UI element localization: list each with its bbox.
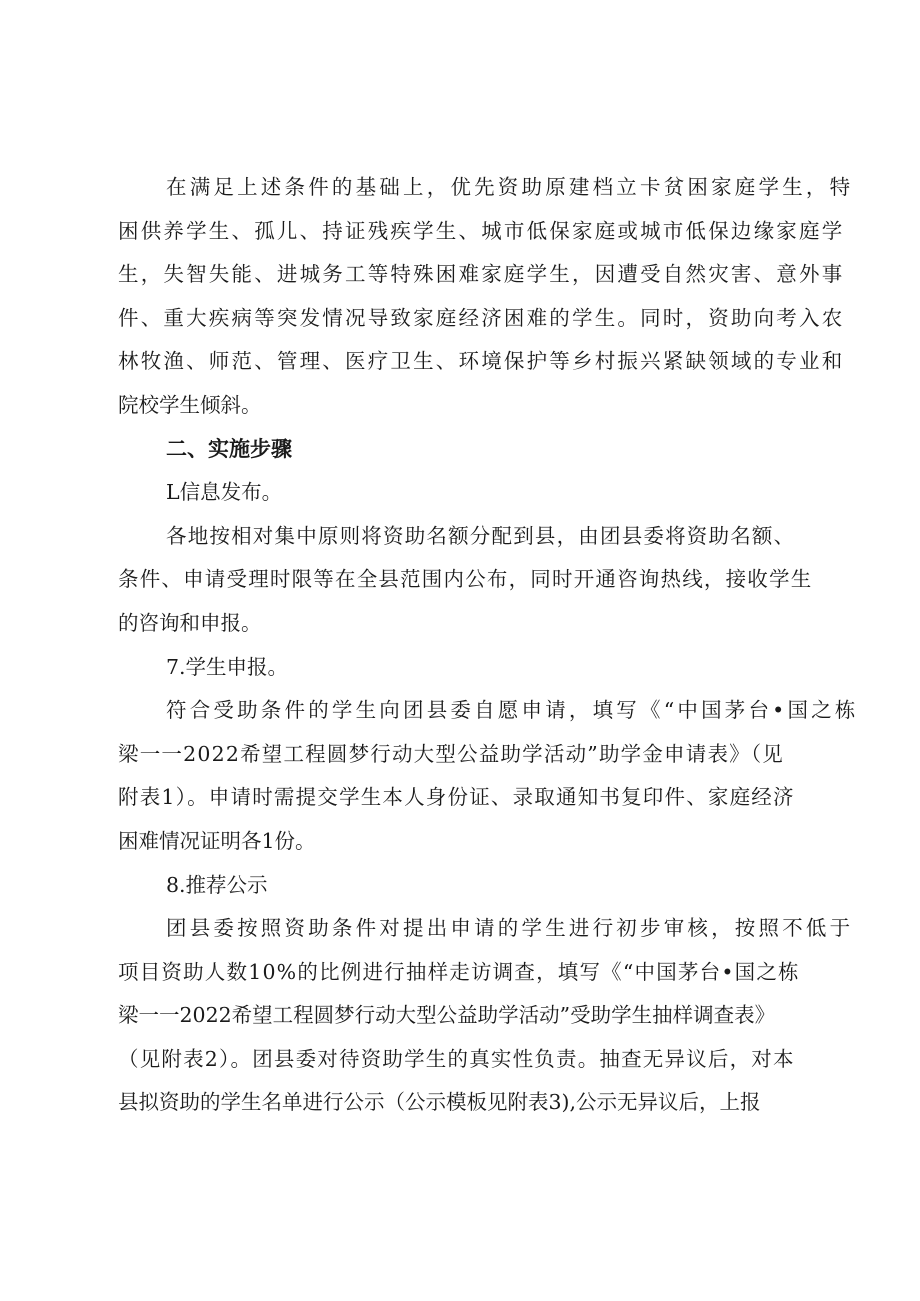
paragraph-line: （见附表2）。团县委对待资助学生的真实性负责。抽查无异议后，对本 [118,1046,795,1071]
paragraph-line: 梁一一2022希望工程圆梦行动大型公益助学活动”助学金申请表》（见 [118,741,784,766]
step-title: 8.推荐公示 [166,872,268,897]
paragraph-line: 林牧渔、师范、管理、医疗卫生、环境保护等乡村振兴紧缺领域的专业和 [118,349,845,374]
document-body [118,166,859,1125]
paragraph-line: 各地按相对集中原则将资助名额分配到县，由团县委将资助名额、 [166,523,796,548]
paragraph-line: 附表1）。申请时需提交学生本人身份证、录取通知书复印件、家庭经济 [118,785,795,810]
paragraph-line: 项目资助人数10%的比例进行抽样走访调查，填写《“中国茅台•国之栋 [118,959,800,984]
step-title: 7.学生申报。 [166,654,289,679]
paragraph-line: 条件、申请受理时限等在全县范围内公布，同时开通咨询热线，接收学生 [118,567,813,592]
paragraph-line: 符合受助条件的学生向团县委自愿申请，填写《“中国茅台•国之栋 [166,698,859,723]
step-title: L信息发布。 [166,480,283,505]
paragraph-line: 件、重大疾病等突发情况导致家庭经济困难的学生。同时，资助向考入农 [118,305,845,330]
paragraph-line: 的咨询和申报。 [118,610,262,635]
section-heading: 二、实施步骤 [166,436,292,461]
paragraph-line: 在满足上述条件的基础上，优先资助原建档立卡贫困家庭学生，特 [166,175,854,199]
paragraph-line: 院校学生倾斜。 [118,392,262,417]
paragraph-line: 困难情况证明各1份。 [118,828,316,853]
paragraph-line: 生，失智失能、进城务工等特殊困难家庭学生，因遭受自然灾害、意外事 [118,262,845,287]
paragraph-line: 县拟资助的学生名单进行公示（公示模板见附表3),公示无异议后，上报 [118,1090,761,1115]
paragraph-line: 团县委按照资助条件对提出申请的学生进行初步审核，按照不低于 [166,916,854,941]
paragraph-line: 困供养学生、孤儿、持证残疾学生、城市低保家庭或城市低保边缘家庭学 [118,218,845,243]
paragraph-line: 梁一一2022希望工程圆梦行动大型公益助学活动”受助学生抽样调查表》 [118,1003,776,1028]
